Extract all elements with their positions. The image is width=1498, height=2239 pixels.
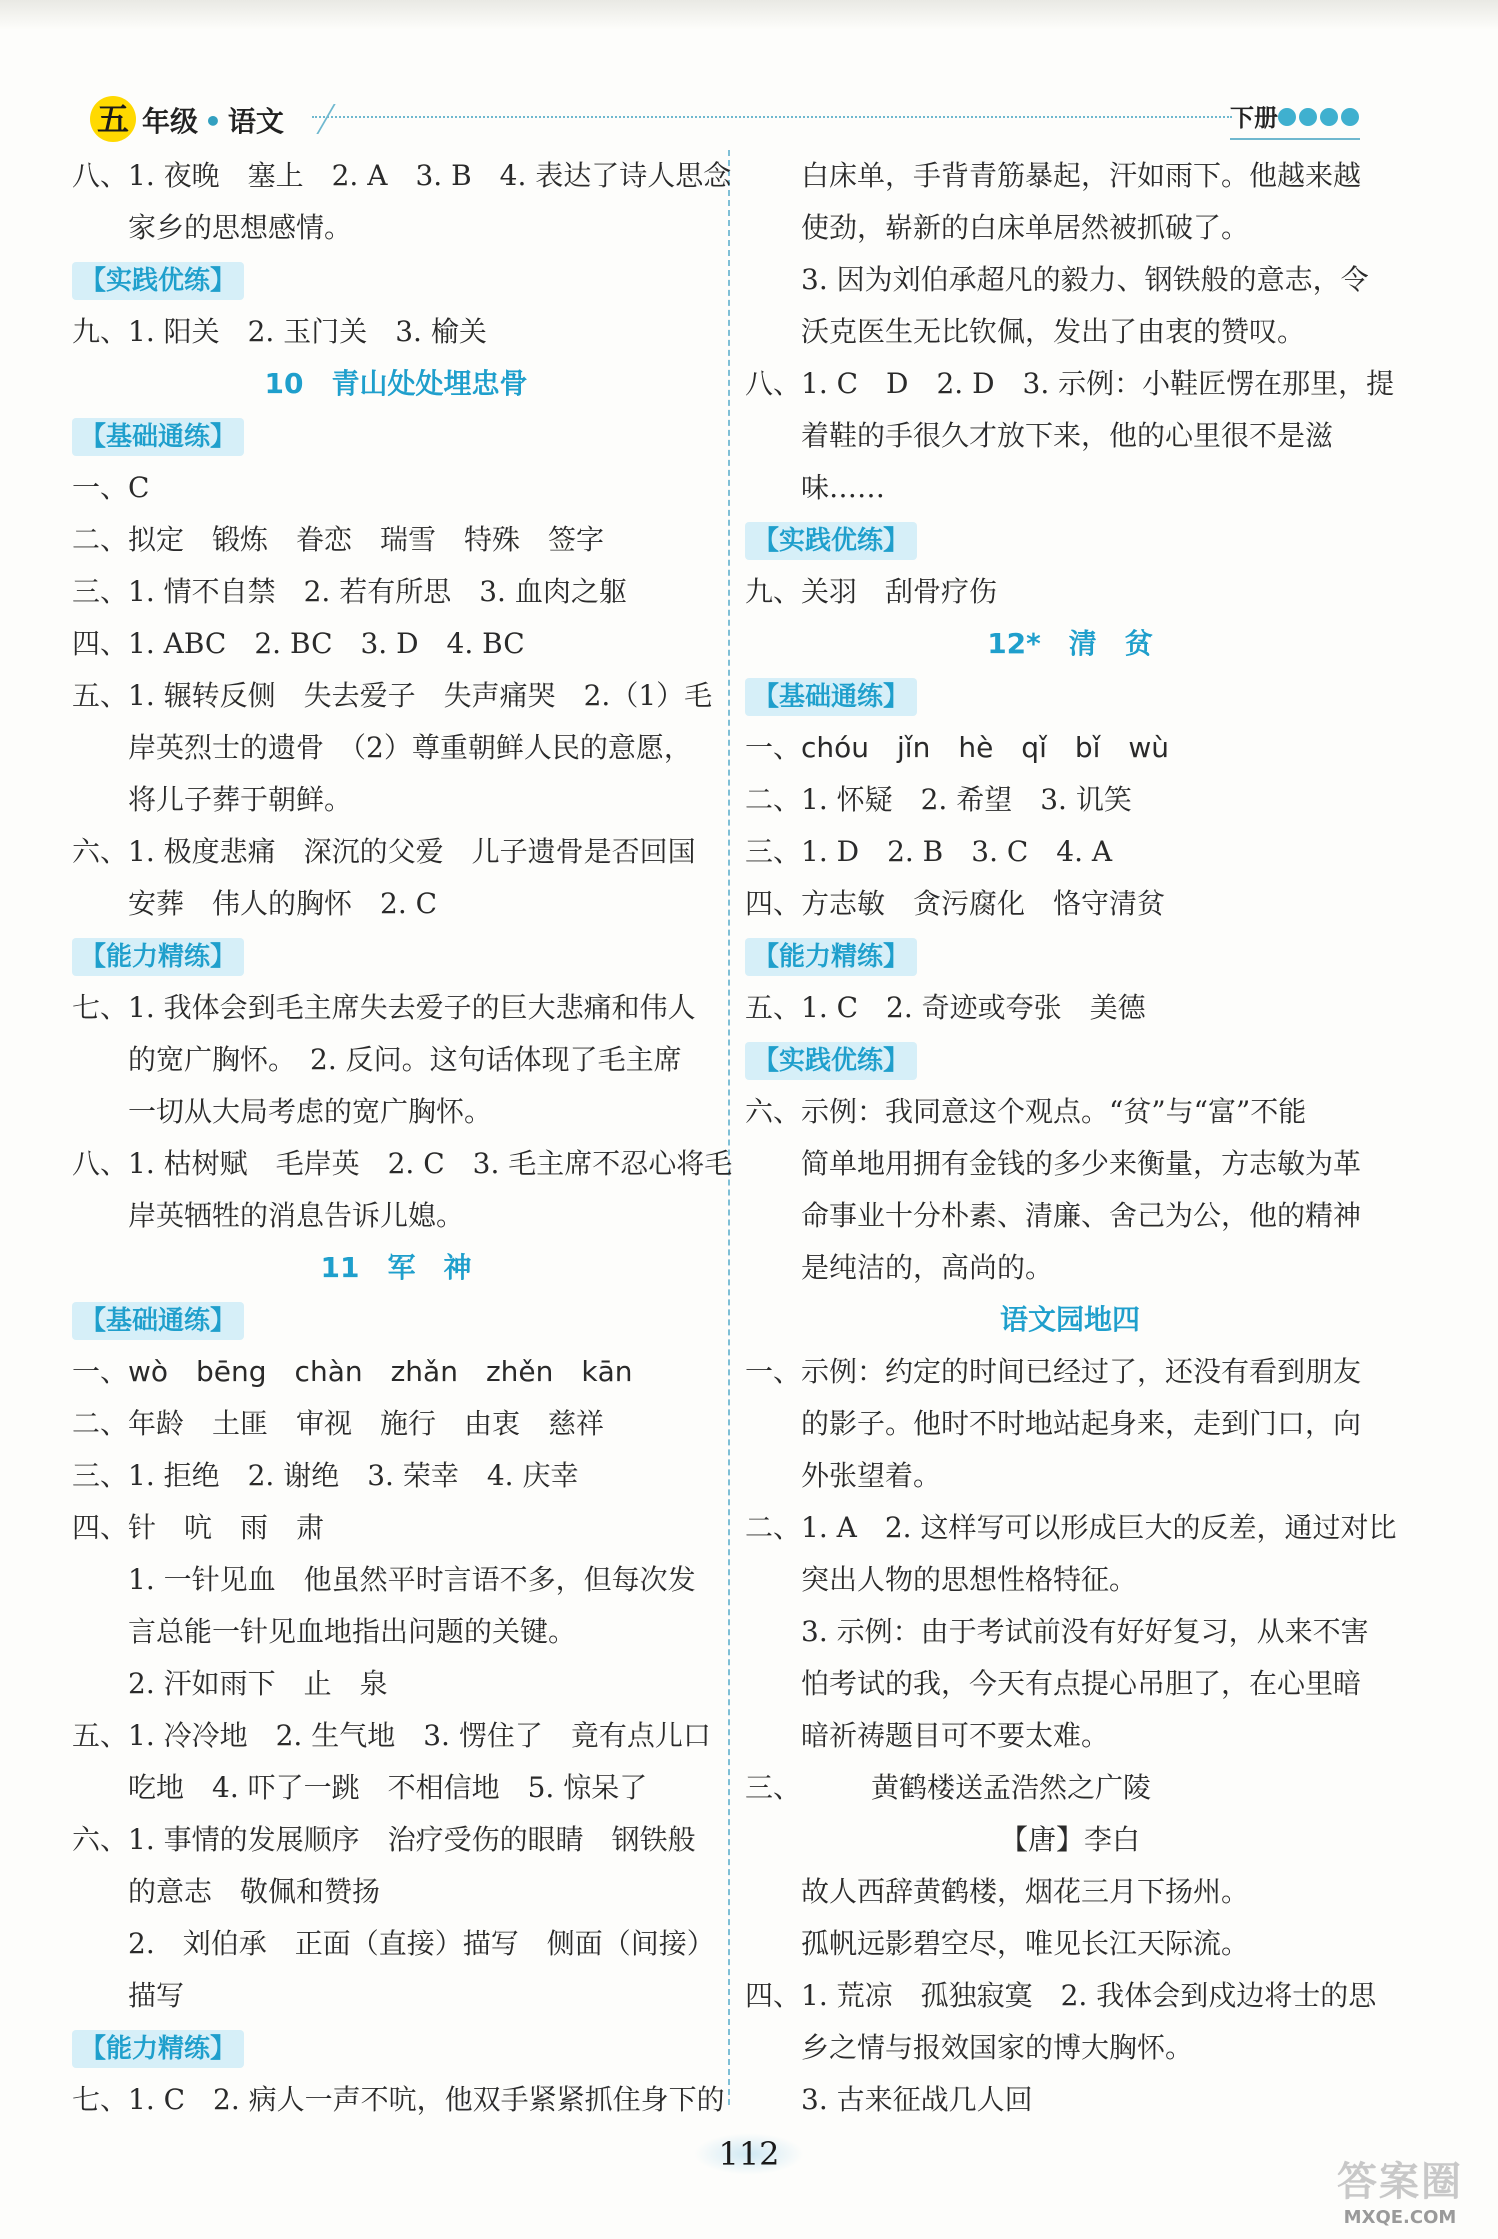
section-heading-label: 【基础通练】 [745, 678, 917, 716]
header-slant-divider [286, 104, 335, 134]
answer-line: 3. 古来征战几人回 [801, 2083, 1033, 2116]
section-heading-label: 【基础通练】 [72, 1302, 244, 1340]
answer-line: 着鞋的手很久才放下来，他的心里很不是滋 [801, 419, 1334, 452]
answer-line: 乡之情与报效国家的博大胸怀。 [801, 2031, 1194, 2064]
lesson-title: 11 军 神 [320, 1251, 472, 1284]
answer-line: 六、1. 极度悲痛 深沉的父爱 儿子遗骨是否回国 [72, 835, 696, 868]
page-number [0, 2135, 1498, 2173]
subject-label: 语文 [227, 105, 284, 138]
answer-line: 五、1. 冷冷地 2. 生气地 3. 愣住了 竟有点儿口 [72, 1719, 711, 1752]
answer-line: 三、1. 情不自禁 2. 若有所思 3. 血肉之躯 [72, 575, 627, 608]
answer-line: 八、1. 夜晚 塞上 2. A 3. B 4. 表达了诗人思念 [72, 159, 732, 192]
answer-line: 一、wò bēng chàn zhǎn zhěn kān [72, 1355, 633, 1388]
answer-line: 白床单，手背青筋暴起，汗如雨下。他越来越 [801, 159, 1362, 192]
answer-line: 四、1. ABC 2. BC 3. D 4. BC [72, 627, 525, 660]
section-heading [72, 1294, 720, 1346]
answer-line: 使劲，崭新的白床单居然被抓破了。 [801, 211, 1250, 244]
answer-line: 三、1. D 2. B 3. C 4. A [745, 835, 1113, 868]
answer-line: 二、1. A 2. 这样写可以形成巨大的反差，通过对比 [745, 1511, 1397, 1544]
section-heading-label: 【实践优练】 [745, 522, 917, 560]
answer-line: 岸英牺牲的消息告诉儿媳。 [128, 1199, 465, 1232]
answer-line: 三、1. 拒绝 2. 谢绝 3. 荣幸 4. 庆幸 [72, 1459, 579, 1492]
answer-line: 描写 [128, 1979, 185, 2012]
answer-line: 四、针 吭 雨 肃 [72, 1511, 325, 1544]
answer-line: 二、拟定 锻炼 眷恋 瑞雪 特殊 签字 [72, 523, 605, 556]
answer-line: 八、1. C D 2. D 3. 示例：小鞋匠愣在那里，提 [745, 367, 1395, 400]
answer-line: 一、chóu jǐn hè qǐ bǐ wù [745, 731, 1170, 764]
answer-line: 味…… [801, 471, 886, 504]
section-heading-label: 【能力精练】 [72, 938, 244, 976]
answer-line: 吃地 4. 吓了一跳 不相信地 5. 惊呆了 [128, 1771, 648, 1804]
answer-line: 3. 示例：由于考试前没有好好复习，从来不害 [801, 1615, 1369, 1648]
section-heading [745, 1034, 1395, 1086]
answer-line: 八、1. 枯树赋 毛岸英 2. C 3. 毛主席不忍心将毛 [72, 1147, 733, 1180]
answer-line: 3. 因为刘伯承超凡的毅力、钢铁般的意志，令 [801, 263, 1369, 296]
answer-line: 七、1. C 2. 病人一声不吭，他双手紧紧抓住身下的 [72, 2083, 725, 2116]
answer-line: 故人西辞黄鹤楼，烟花三月下扬州。 [801, 1875, 1250, 1908]
answer-line: 六、1. 事情的发展顺序 治疗受伤的眼睛 钢铁般 [72, 1823, 696, 1856]
section-heading [745, 670, 1395, 722]
lesson-title: 10 青山处处埋忠骨 [264, 367, 528, 400]
watermark-url: MXQE.COM [1343, 2207, 1457, 2228]
answer-line: 四、1. 荒凉 孤独寂寞 2. 我体会到戍边将士的思 [745, 1979, 1377, 2012]
header-title [142, 100, 284, 140]
answer-line: 将儿子葬于朝鲜。 [128, 783, 353, 816]
section-heading-label: 【能力精练】 [72, 2030, 244, 2068]
answer-line: 一切从大局考虑的宽广胸怀。 [128, 1095, 493, 1128]
left-column [72, 150, 733, 2126]
poem-author: 【唐】李白 [999, 1823, 1140, 1856]
answer-line: 言总能一针见血地指出问题的关键。 [128, 1615, 577, 1648]
answer-line: 的意志 敬佩和赞扬 [128, 1875, 381, 1908]
page-header [80, 94, 1380, 144]
answer-line: 三、 黄鹤楼送孟浩然之广陵 [745, 1771, 1152, 1804]
answer-line: 岸英烈士的遗骨 （2）尊重朝鲜人民的意愿， [128, 731, 692, 764]
answer-line: 七、1. 我体会到毛主席失去爱子的巨大悲痛和伟人 [72, 991, 696, 1024]
lesson-title: 12* 清 贫 [987, 627, 1153, 660]
section-heading [72, 930, 720, 982]
header-dot-icon: • [204, 105, 222, 138]
answer-line: 命事业十分朴素、清廉、舍己为公，他的精神 [801, 1199, 1362, 1232]
lesson-title: 语文园地四 [999, 1303, 1140, 1336]
watermark-logo: 答案圈 [1337, 2159, 1463, 2205]
answer-line: 怕考试的我，今天有点提心吊胆了，在心里暗 [801, 1667, 1362, 1700]
section-heading [745, 514, 1395, 566]
answer-line: 的宽广胸怀。 2. 反问。这句话体现了毛主席 [128, 1043, 682, 1076]
volume-label: 下册 [1230, 104, 1278, 132]
column-divider [728, 150, 730, 2105]
scan-top-edge [0, 0, 1498, 30]
section-heading [72, 410, 720, 462]
answer-line: 一、C [72, 471, 150, 504]
answer-line: 二、1. 怀疑 2. 希望 3. 讥笑 [745, 783, 1132, 816]
answer-line: 一、示例：约定的时间已经过了，还没有看到朋友 [745, 1355, 1362, 1388]
section-heading-label: 【基础通练】 [72, 418, 244, 456]
answer-line: 六、示例：我同意这个观点。“贫”与“富”不能 [745, 1095, 1307, 1128]
header-dotted-rule [312, 116, 1232, 118]
answer-line: 突出人物的思想性格特征。 [801, 1563, 1138, 1596]
answer-line: 2. 刘伯承 正面（直接）描写 侧面（间接） [128, 1927, 715, 1960]
answer-line: 是纯洁的，高尚的。 [801, 1251, 1054, 1284]
answer-line: 外张望着。 [801, 1459, 942, 1492]
answer-line: 五、1. C 2. 奇迹或夸张 美德 [745, 991, 1146, 1024]
answer-line: 孤帆远影碧空尽，唯见长江天际流。 [801, 1927, 1250, 1960]
right-column [745, 150, 1395, 2126]
section-heading [745, 930, 1395, 982]
answer-line: 沃克医生无比钦佩，发出了由衷的赞叹。 [801, 315, 1306, 348]
answer-line: 四、方志敏 贪污腐化 恪守清贫 [745, 887, 1166, 920]
grade-label: 年级 [142, 105, 199, 138]
answer-line: 九、关羽 刮骨疗伤 [745, 575, 998, 608]
answer-line: 九、1. 阳关 2. 玉门关 3. 榆关 [72, 315, 487, 348]
answer-line: 二、年龄 土匪 审视 施行 由衷 慈祥 [72, 1407, 605, 1440]
answer-line: 1. 一针见血 他虽然平时言语不多，但每次发 [128, 1563, 696, 1596]
section-heading-label: 【实践优练】 [745, 1042, 917, 1080]
answer-line: 的影子。他时不时地站起身来，走到门口，向 [801, 1407, 1362, 1440]
watermark [1310, 2150, 1490, 2230]
section-heading-label: 【能力精练】 [745, 938, 917, 976]
section-heading-label: 【实践优练】 [72, 262, 244, 300]
section-heading [72, 2022, 720, 2074]
answer-line: 简单地用拥有金钱的多少来衡量，方志敏为革 [801, 1147, 1362, 1180]
section-heading [72, 254, 720, 306]
grade-badge: 五 [90, 96, 136, 142]
volume-underline [1230, 138, 1360, 140]
answer-line: 五、1. 辗转反侧 失去爱子 失声痛哭 2.（1）毛 [72, 679, 713, 712]
volume-dots-icon [1278, 108, 1359, 126]
answer-line: 2. 汗如雨下 止 泉 [128, 1667, 388, 1700]
page-number-text: 112 [694, 2133, 803, 2175]
answer-line: 安葬 伟人的胸怀 2. C [128, 887, 438, 920]
answer-line: 家乡的思想感情。 [128, 211, 353, 244]
answer-line: 暗祈祷题目可不要太难。 [801, 1719, 1110, 1752]
